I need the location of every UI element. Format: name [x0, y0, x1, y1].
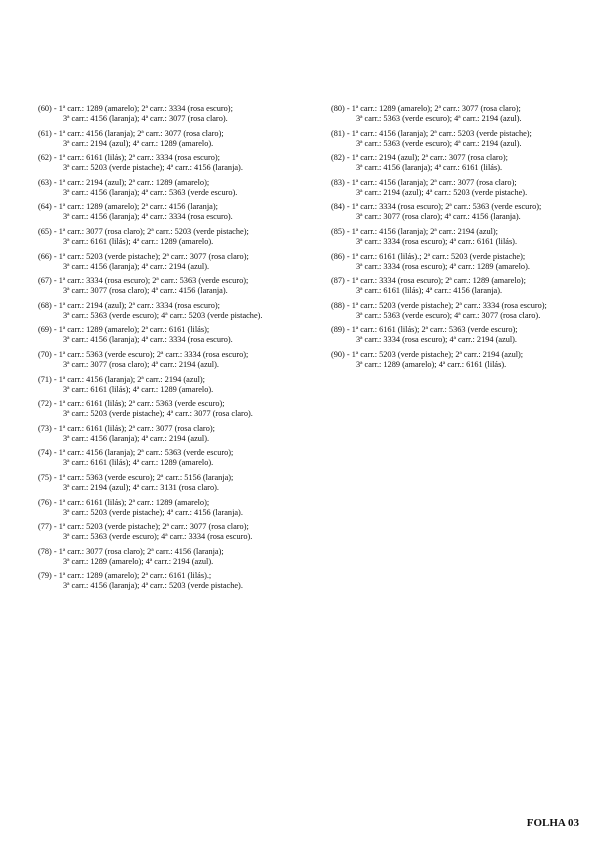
- entry-line-2: 3ª carr.: 5203 (verde pistache); 4ª carr.: 4156 (laranja).: [63, 163, 243, 173]
- entry-line-2: 3ª carr.: 5363 (verde escuro); 4ª carr.: 3334 (rosa escuro).: [63, 532, 253, 542]
- entry-line-1: (86) - 1ª carr.: 6161 (lilás).; 2ª carr.: 5203 (verde pistache);: [331, 251, 526, 261]
- entry-line-2: 3ª carr.: 3077 (rosa claro); 4ª carr.: 4156 (laranja).: [356, 212, 521, 222]
- entry-line-1: (84) - 1ª carr.: 3334 (rosa escuro); 2ª carr.: 5363 (verde escuro);: [331, 202, 542, 212]
- list-item: [331, 104, 593, 124]
- entry-line-2: 3ª carr.: 2194 (azul); 4ª carr.: 5203 (verde pistache).: [356, 187, 528, 197]
- entry-line-2: 3ª carr.: 3334 (rosa escuro); 4ª carr.: 1289 (amarelo).: [356, 261, 530, 271]
- list-item: [38, 350, 328, 370]
- list-item: [331, 350, 593, 370]
- list-item: [38, 498, 328, 518]
- entry-line-1: (79) - 1ª carr.: 1289 (amarelo); 2ª carr.: 6161 (lilás).;: [38, 571, 212, 581]
- entry-line-1: (60) - 1ª carr.: 1289 (amarelo); 2ª carr.: 3334 (rosa escuro);: [38, 104, 233, 113]
- list-item: [331, 227, 593, 247]
- entry-line-1: (73) - 1ª carr.: 6161 (lilás); 2ª carr.: 3077 (rosa claro);: [38, 423, 215, 433]
- list-item: [38, 227, 328, 247]
- entry-line-2: 3ª carr.: 4156 (laranja); 4ª carr.: 2194 (azul).: [63, 261, 210, 271]
- list-item: [38, 153, 328, 173]
- entry-line-2: 3ª carr.: 6161 (lilás); 4ª carr.: 1289 (amarelo).: [63, 236, 214, 246]
- entry-line-2: 3ª carr.: 3077 (rosa claro); 4ª carr.: 4156 (laranja).: [63, 286, 228, 296]
- list-item: [38, 547, 328, 567]
- list-item: [331, 202, 593, 222]
- entry-line-2: 3ª carr.: 1289 (amarelo); 4ª carr.: 2194 (azul).: [63, 556, 214, 566]
- list-item: [331, 252, 593, 272]
- entry-line-2: 3ª carr.: 6161 (lilás); 4ª carr.: 1289 (amarelo).: [63, 384, 214, 394]
- list-item: [38, 325, 328, 345]
- entry-line-2: 3ª carr.: 3334 (rosa escuro); 4ª carr.: 6161 (lilás).: [356, 236, 518, 246]
- entry-line-2: 3ª carr.: 1289 (amarelo); 4ª carr.: 6161 (lilás).: [356, 359, 507, 369]
- left-column: [38, 104, 328, 596]
- entry-line-1: (64) - 1ª carr.: 1289 (amarelo); 2ª carr.: 4156 (laranja);: [38, 202, 218, 212]
- list-item: [38, 276, 328, 296]
- entry-line-2: 3ª carr.: 4156 (laranja); 4ª carr.: 3334 (rosa escuro).: [63, 335, 233, 345]
- entry-line-1: (78) - 1ª carr.: 3077 (rosa claro); 2ª carr.: 4156 (laranja);: [38, 546, 224, 556]
- entry-line-2: 3ª carr.: 5363 (verde escuro); 4ª carr.: 2194 (azul).: [356, 114, 522, 123]
- entry-line-2: 3ª carr.: 6161 (lilás); 4ª carr.: 1289 (amarelo).: [63, 458, 214, 468]
- entry-line-1: (61) - 1ª carr.: 4156 (laranja); 2ª carr.: 3077 (rosa claro);: [38, 128, 224, 138]
- entry-line-1: (63) - 1ª carr.: 2194 (azul); 2ª carr.: 1289 (amarelo);: [38, 177, 210, 187]
- entry-line-1: (80) - 1ª carr.: 1289 (amarelo); 2ª carr.: 3077 (rosa claro);: [331, 104, 521, 113]
- list-item: [38, 202, 328, 222]
- entry-line-1: (74) - 1ª carr.: 4156 (laranja); 2ª carr.: 5363 (verde escuro);: [38, 448, 234, 458]
- entry-line-1: (90) - 1ª carr.: 5203 (verde pistache); 2ª carr.: 2194 (azul);: [331, 349, 524, 359]
- entry-line-1: (67) - 1ª carr.: 3334 (rosa escuro); 2ª carr.: 5363 (verde escuro);: [38, 276, 249, 286]
- entry-line-2: 3ª carr.: 4156 (laranja); 4ª carr.: 2194 (azul).: [63, 433, 210, 443]
- entry-line-2: 3ª carr.: 5203 (verde pistache); 4ª carr.: 4156 (laranja).: [63, 507, 243, 517]
- entry-line-2: 3ª carr.: 2194 (azul); 4ª carr.: 3131 (rosa claro).: [63, 482, 219, 492]
- entry-line-1: (87) - 1ª carr.: 3334 (rosa escuro); 2ª carr.: 1289 (amarelo);: [331, 276, 526, 286]
- list-item: [38, 301, 328, 321]
- entry-line-2: 3ª carr.: 6161 (lilás); 4ª carr.: 4156 (laranja).: [356, 286, 503, 296]
- entry-line-1: (65) - 1ª carr.: 3077 (rosa claro); 2ª carr.: 5203 (verde pistache);: [38, 226, 249, 236]
- entry-line-1: (85) - 1ª carr.: 4156 (laranja); 2ª carr.: 2194 (azul);: [331, 226, 498, 236]
- entry-line-1: (72) - 1ª carr.: 6161 (lilás); 2ª carr.: 5363 (verde escuro);: [38, 399, 225, 409]
- list-item: [38, 571, 328, 591]
- entry-line-1: (81) - 1ª carr.: 4156 (laranja); 2ª carr.: 5203 (verde pistache);: [331, 128, 532, 138]
- entry-line-2: 3ª carr.: 4156 (laranja); 4ª carr.: 3334 (rosa escuro).: [63, 212, 233, 222]
- list-item: [331, 325, 593, 345]
- entry-line-2: 3ª carr.: 5363 (verde escuro); 4ª carr.: 2194 (azul).: [356, 138, 522, 148]
- entry-line-1: (83) - 1ª carr.: 4156 (laranja); 2ª carr.: 3077 (rosa claro);: [331, 177, 517, 187]
- entry-line-1: (75) - 1ª carr.: 5363 (verde escuro); 2ª carr.: 5156 (laranja);: [38, 472, 234, 482]
- list-item: [331, 153, 593, 173]
- list-item: [38, 522, 328, 542]
- entry-line-2: 3ª carr.: 4156 (laranja); 4ª carr.: 6161 (lilás).: [356, 163, 503, 173]
- entry-line-1: (69) - 1ª carr.: 1289 (amarelo); 2ª carr.: 6161 (lilás);: [38, 325, 210, 335]
- list-item: [331, 301, 593, 321]
- list-item: [331, 276, 593, 296]
- list-item: [331, 129, 593, 149]
- entry-line-1: (89) - 1ª carr.: 6161 (lilás); 2ª carr.: 5363 (verde escuro);: [331, 325, 518, 335]
- entry-line-2: 3ª carr.: 4156 (laranja); 4ª carr.: 5203 (verde pistache).: [63, 581, 243, 591]
- entry-line-2: 3ª carr.: 3077 (rosa claro); 4ª carr.: 2194 (azul).: [63, 359, 219, 369]
- entry-line-1: (77) - 1ª carr.: 5203 (verde pistache); 2ª carr.: 3077 (rosa claro);: [38, 522, 249, 532]
- page-label: FOLHA 03: [526, 817, 579, 829]
- list-item: [38, 178, 328, 198]
- entry-line-2: 3ª carr.: 5363 (verde escuro); 4ª carr.: 5203 (verde pistache).: [63, 310, 263, 320]
- entry-line-2: 3ª carr.: 5203 (verde pistache); 4ª carr.: 3077 (rosa claro).: [63, 409, 253, 419]
- entry-line-2: 3ª carr.: 3334 (rosa escuro); 4ª carr.: 2194 (azul).: [356, 335, 518, 345]
- entry-line-1: (88) - 1ª carr.: 5203 (verde pistache); 2ª carr.: 3334 (rosa escuro);: [331, 300, 547, 310]
- list-item: [38, 473, 328, 493]
- list-item: [38, 448, 328, 468]
- entry-line-1: (68) - 1ª carr.: 2194 (azul); 2ª carr.: 3334 (rosa escuro);: [38, 300, 220, 310]
- entry-line-1: (76) - 1ª carr.: 6161 (lilás); 2ª carr.: 1289 (amarelo);: [38, 497, 210, 507]
- entry-line-2: 3ª carr.: 2194 (azul); 4ª carr.: 1289 (amarelo).: [63, 138, 214, 148]
- entry-line-1: (82) - 1ª carr.: 2194 (azul); 2ª carr.: 3077 (rosa claro);: [331, 153, 508, 163]
- list-item: [38, 252, 328, 272]
- entry-line-1: (71) - 1ª carr.: 4156 (laranja); 2ª carr.: 2194 (azul);: [38, 374, 205, 384]
- list-item: [38, 424, 328, 444]
- list-item: [38, 399, 328, 419]
- entry-line-2: 3ª carr.: 5363 (verde escuro); 4ª carr.: 3077 (rosa claro).: [356, 310, 541, 320]
- list-item: [38, 129, 328, 149]
- list-item: [38, 104, 328, 124]
- entry-line-2: 3ª carr.: 4156 (laranja); 4ª carr.: 3077 (rosa claro).: [63, 114, 228, 123]
- entry-line-1: (70) - 1ª carr.: 5363 (verde escuro); 2ª carr.: 3334 (rosa escuro);: [38, 349, 249, 359]
- list-item: [38, 375, 328, 395]
- entry-line-2: 3ª carr.: 4156 (laranja); 4ª carr.: 5363 (verde escuro).: [63, 187, 238, 197]
- right-column: [331, 104, 593, 375]
- entry-line-1: (66) - 1ª carr.: 5203 (verde pistache); 2ª carr.: 3077 (rosa claro);: [38, 251, 249, 261]
- entry-line-1: (62) - 1ª carr.: 6161 (lilás); 2ª carr.: 3334 (rosa escuro);: [38, 153, 220, 163]
- list-item: [331, 178, 593, 198]
